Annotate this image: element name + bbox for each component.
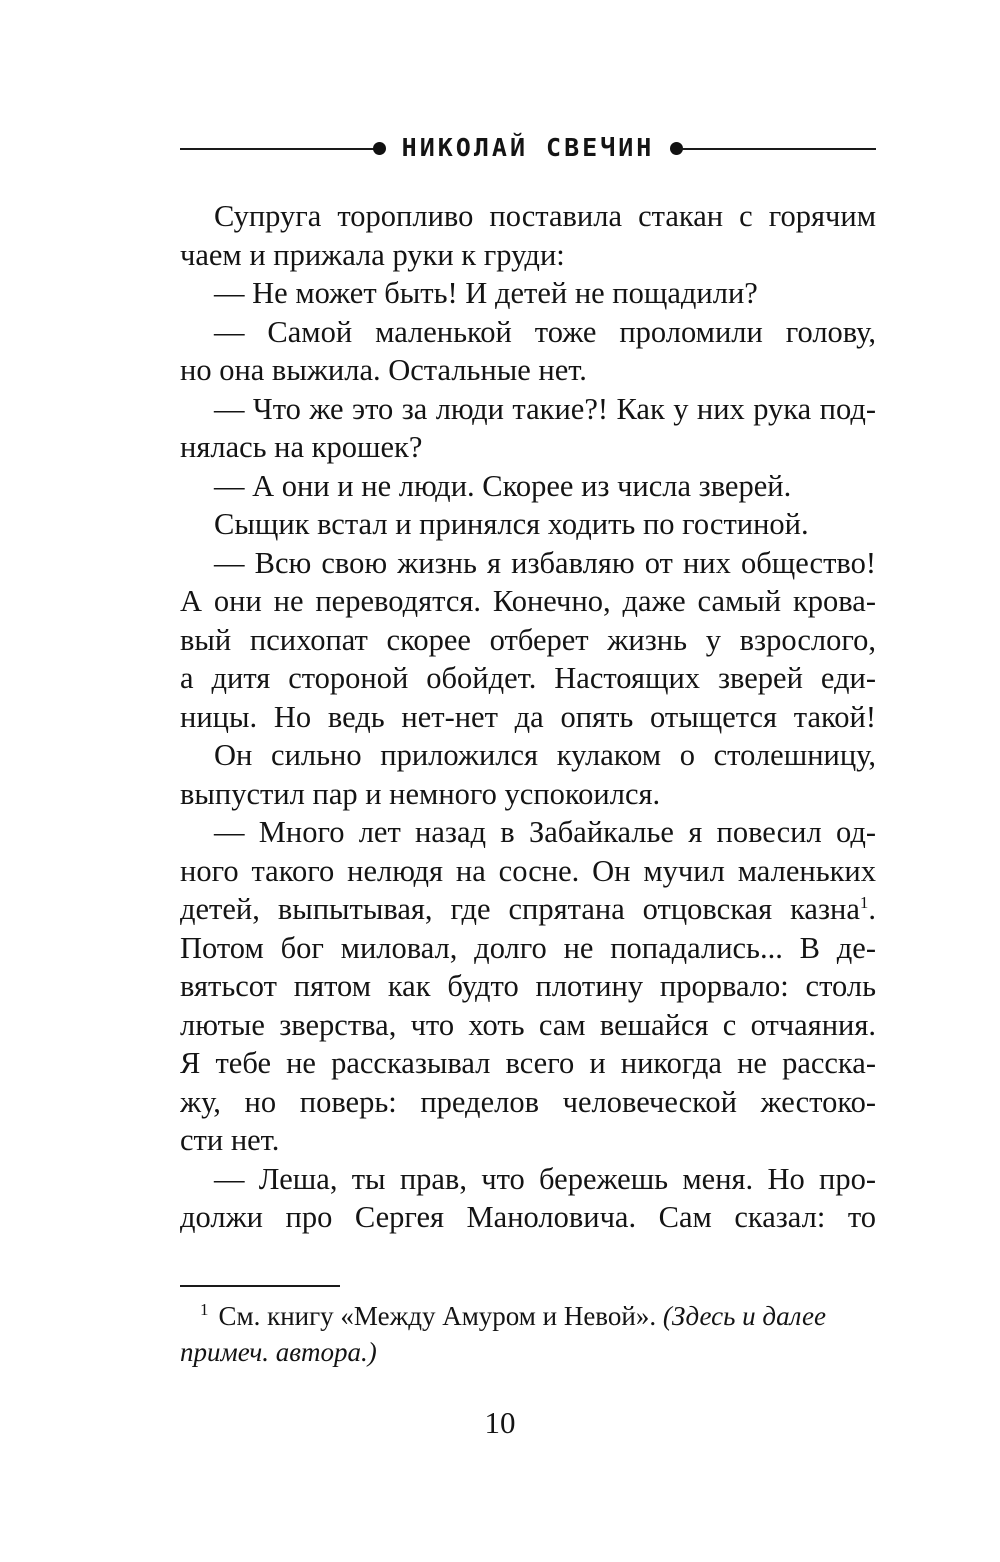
text-line: Супруга торопливо поставила стакан с горячим <box>214 199 876 233</box>
footnote <box>180 1298 876 1370</box>
text-line: Сыщик встал и принялся ходить по гостиной. <box>214 507 809 541</box>
text-line: — Самой маленькой тоже проломили голову, <box>214 314 876 349</box>
text-line: чаем и прижала руки к груди: <box>180 237 565 272</box>
footnote-line <box>180 1298 876 1334</box>
text-line: лютые зверства, что хоть сам вешайся с отчаяния. <box>180 1007 876 1042</box>
page-number: 10 <box>484 1405 516 1440</box>
text-line: — А они и не люди. Скорее из числа зверей. <box>214 468 792 503</box>
text-line: А они не переводятся. Конечно, даже самый крова- <box>180 584 876 618</box>
header-rule-right <box>680 148 876 150</box>
text-line: Он сильно приложился кулаком о столешницу, <box>214 738 876 772</box>
text-line: но она выжила. Остальные нет. <box>180 353 587 387</box>
footnote-italic: примеч. автора.) <box>180 1337 377 1367</box>
text-line: — Что же это за люди такие?! Как у них рука под- <box>214 391 876 426</box>
text-line-with-footnote <box>180 890 876 929</box>
text-line: вый психопат скорее отберет жизнь у взрослого, <box>180 622 876 657</box>
text-line: ницы. Но ведь нет-нет да опять отыщется такой! <box>180 699 876 734</box>
header-author: НИКОЛАЙ СВЕЧИН <box>401 133 655 162</box>
main-text <box>180 197 876 1237</box>
text-line: — Леша, ты прав, что бережешь меня. Но про- <box>214 1161 876 1196</box>
running-header <box>180 130 876 170</box>
text-line: жу, но поверь: пределов человеческой жестоко- <box>180 1084 876 1119</box>
header-rule-left <box>180 148 376 150</box>
footnote-italic: (Здесь и далее <box>662 1301 827 1331</box>
text-line: должи про Сергея Маноловича. Сам сказал: то <box>180 1200 876 1234</box>
text-line: нялась на крошек? <box>180 430 423 464</box>
text-line: вятьсот пятом как будто плотину прорвало: столь <box>180 969 876 1003</box>
text-line: Я тебе не рассказывал всего и никогда не расска- <box>180 1046 876 1080</box>
text-line: а дитя стороной обойдет. Настоящих зверей еди- <box>180 661 876 695</box>
text-line: — Всю свою жизнь я избавляю от них общество! <box>214 545 876 580</box>
text-line: — Много лет назад в Забайкалье я повесил од- <box>214 815 876 849</box>
footnote-reference: 1 <box>859 892 869 912</box>
header-bullet-left <box>373 142 386 155</box>
text-line: выпустил пар и немного успокоился. <box>180 776 661 811</box>
text-line: ного такого нелюдя на сосне. Он мучил маленьких <box>180 853 876 888</box>
footnote-text: См. книгу «Между Амуром и Невой». <box>218 1301 657 1331</box>
footnote-line <box>180 1334 876 1370</box>
text-line: Потом бог миловал, долго не попадались... В де- <box>180 930 876 965</box>
line-end-punctuation: . <box>868 892 876 926</box>
text-line: сти нет. <box>180 1123 280 1157</box>
text-line: детей, выпытывая, где спрятана отцовская казна <box>180 892 860 926</box>
text-line: — Не может быть! И детей не пощадили? <box>214 276 758 310</box>
footnote-divider <box>180 1285 340 1287</box>
footnote-number: 1 <box>200 1300 209 1319</box>
